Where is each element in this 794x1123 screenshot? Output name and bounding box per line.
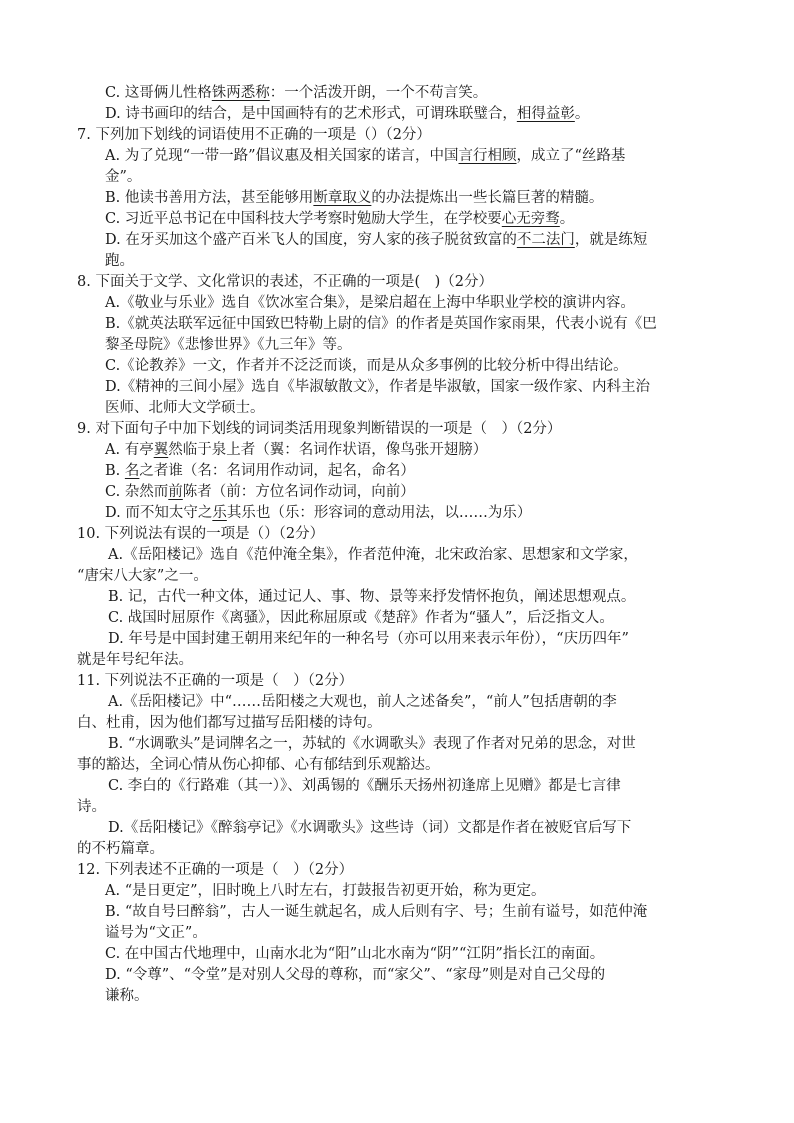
text-line xyxy=(105,146,625,166)
text-segment: D. 年号是中国封建王朝用来纪年的一种名号（亦可以用来表示年份），“庆历四年” xyxy=(108,631,629,647)
text-line xyxy=(108,608,614,628)
text-segment: 事的豁达，全词心情从伤心抑郁、心有郁结到乐观豁达。 xyxy=(77,757,440,773)
text-line xyxy=(105,377,650,397)
text-line xyxy=(105,986,149,1006)
text-segment: D.《岳阳楼记》《醉翁亭记》《水调歌头》这些诗（词）文都是作者在被贬官后写下 xyxy=(108,820,632,836)
text-line xyxy=(108,692,617,712)
text-line xyxy=(77,797,106,817)
underlined-term: 心无旁骛 xyxy=(501,211,560,227)
text-line xyxy=(105,944,604,964)
text-segment: C. 杂然而 xyxy=(105,484,169,500)
text-segment: 9. 对下面句子中加下划线的词词类活用现象判断错误的一项是（ ）（2分） xyxy=(77,421,562,437)
text-line xyxy=(105,461,415,481)
text-line xyxy=(105,503,531,523)
text-segment: C.《论教养》一文，作者并不泛泛而谈，而是从众多事例的比较分析中得出结论。 xyxy=(105,358,628,374)
text-segment: A.《岳阳楼记》选自《范仲淹全集》，作者范仲淹，北宋政治家、思想家和文学家， xyxy=(108,547,638,563)
text-segment: ，成立了“丝路基 xyxy=(516,148,626,164)
text-segment: 医师、北师大文学硕士。 xyxy=(105,400,265,416)
text-line xyxy=(108,818,631,838)
text-line xyxy=(105,293,635,313)
text-segment: A. “是日更定”，旧时晚上八时左右，打鼓报告初更开始，称为更定。 xyxy=(105,883,546,899)
text-segment: B. “水调歌头”是词牌名之一，苏轼的《水调歌头》表现了作者对兄弟的思念，对世 xyxy=(108,736,636,752)
text-line xyxy=(105,398,265,418)
text-line xyxy=(108,629,629,649)
text-line xyxy=(105,209,574,229)
text-segment: A. 有亭 xyxy=(105,442,154,458)
text-segment: B.《就英法联军远征中国致巴特勒上尉的信》的作者是英国作家雨果，代表小说有《巴 xyxy=(105,316,657,332)
text-line xyxy=(105,230,647,250)
text-segment: 谥号为“文正”。 xyxy=(105,925,207,941)
text-segment: 的不朽篇章。 xyxy=(77,841,164,857)
text-segment: D. 而不知太守之 xyxy=(105,505,213,521)
text-segment: “唐宋八大家”之一。 xyxy=(77,568,208,584)
text-segment: 之者谁（名：名词用作动词，起名，命名） xyxy=(139,463,415,479)
text-segment: 就是年号纪年法。 xyxy=(77,652,193,668)
text-line xyxy=(77,566,208,586)
text-line xyxy=(77,713,382,733)
text-segment: B. 他读书善用方法，甚至能够用 xyxy=(105,190,314,206)
text-line xyxy=(77,839,164,859)
text-segment: D. 诗书画印的结合，是中国画特有的艺术形式，可谓珠联璧合， xyxy=(105,106,517,122)
text-segment: 陈者（前：方位名词作动词，向前） xyxy=(182,484,415,500)
text-line xyxy=(105,482,415,502)
text-segment: 跑。 xyxy=(105,253,134,269)
text-line xyxy=(77,671,353,691)
text-line xyxy=(77,125,431,145)
text-line xyxy=(77,272,493,292)
underlined-term: 相得益彰 xyxy=(516,106,575,122)
text-segment: A. 为了兑现“一带一路”倡议惠及相关国家的诺言，中国 xyxy=(105,148,459,164)
text-line xyxy=(105,251,134,271)
underlined-term: 翼 xyxy=(153,442,169,458)
text-line xyxy=(105,923,207,943)
text-segment: D. 在牙买加这个盛产百米飞人的国度，穷人家的孩子脱贫致富的 xyxy=(105,232,517,248)
text-line xyxy=(105,83,487,103)
text-line xyxy=(108,734,636,754)
text-segment: 诗。 xyxy=(77,799,106,815)
text-segment: D.《精神的三间小屋》选自《毕淑敏散文》，作者是毕淑敏，国家一级作家、内科主治 xyxy=(105,379,650,395)
underlined-term: 言行相顾 xyxy=(458,148,517,164)
text-segment: C. 这哥俩儿性格 xyxy=(105,85,212,101)
text-segment: 金”。 xyxy=(105,169,142,185)
text-line xyxy=(108,776,621,796)
underlined-term: 断章取义 xyxy=(313,190,372,206)
text-line xyxy=(105,965,605,985)
text-segment: 谦称。 xyxy=(105,988,149,1004)
text-segment: 8. 下面关于文学、文化常识的表述，不正确的一项是( )（2分） xyxy=(77,274,493,290)
text-segment: 黎圣母院》《悲惨世界》《九三年》等。 xyxy=(105,337,352,353)
text-segment: 然临于泉上者（翼：名词作状语，像鸟张开翅膀） xyxy=(168,442,488,458)
text-line xyxy=(77,860,353,880)
text-segment: C. 战国时屈原作《离骚》，因此称屈原或《楚辞》作者为“骚人”，后泛指文人。 xyxy=(108,610,614,626)
text-segment: ：一个活泼开朗，一个不苟言笑。 xyxy=(269,85,488,101)
text-line xyxy=(105,440,487,460)
text-segment: C. 习近平总书记在中国科技大学考察时勉励大学生，在学校要 xyxy=(105,211,502,227)
text-segment: A.《敬业与乐业》选自《饮冰室合集》，是梁启超在上海中华职业学校的演讲内容。 xyxy=(105,295,635,311)
text-segment: 10. 下列说法有误的一项是（）（2分） xyxy=(77,526,325,542)
underlined-term: 名 xyxy=(124,463,140,479)
text-line xyxy=(77,524,324,544)
text-segment: D. “令尊”、“令堂”是对别人父母的尊称，而“家父”、“家母”则是对自己父母的 xyxy=(105,967,606,983)
text-line xyxy=(105,902,647,922)
text-line xyxy=(105,356,628,376)
text-segment: B. 记，古代一种文体，通过记人、事、物、景等来抒发情怀抱负，阐述思想观点。 xyxy=(108,589,636,605)
text-segment: A.《岳阳楼记》中“……岳阳楼之大观也，前人之述备矣”，“前人”包括唐朝的李 xyxy=(108,694,617,710)
text-line xyxy=(105,104,589,124)
text-line xyxy=(105,167,141,187)
text-segment: 。 xyxy=(559,211,575,227)
text-segment: 其乐也（乐：形容词的意动用法，以……为乐） xyxy=(226,505,532,521)
text-line xyxy=(77,755,440,775)
text-segment: 白、杜甫，因为他们都写过描写岳阳楼的诗句。 xyxy=(77,715,382,731)
underlined-term: 铢两悉称 xyxy=(211,85,270,101)
text-line xyxy=(77,419,561,439)
text-line xyxy=(105,335,352,355)
text-line xyxy=(105,314,657,334)
underlined-term: 前 xyxy=(168,484,183,500)
text-segment: B. xyxy=(105,463,125,479)
text-segment: 的办法提炼出一些长篇巨著的精髓。 xyxy=(371,190,604,206)
text-line xyxy=(105,881,546,901)
text-segment: 7. 下列加下划线的词语使用不正确的一项是（）（2分） xyxy=(77,127,431,143)
underlined-term: 乐 xyxy=(212,505,227,521)
text-segment: B. “故自号曰醉翁”，古人一诞生就起名，成人后则有字、号；生前有谥号，如范仲淹 xyxy=(105,904,648,920)
text-segment: C. 在中国古代地理中，山南水北为“阳”山北水南为“阴”“江阴”指长江的南面。 xyxy=(105,946,605,962)
text-line xyxy=(108,587,635,607)
text-line xyxy=(105,188,603,208)
text-segment: 。 xyxy=(574,106,590,122)
text-segment: 11. 下列说法不正确的一项是（ ）（2分） xyxy=(77,673,354,689)
text-segment: 12. 下列表述不正确的一项是（ ）（2分） xyxy=(77,862,354,878)
text-line xyxy=(108,545,638,565)
text-segment: C. 李白的《行路难（其一）》、刘禹锡的《酬乐天扬州初逢席上见赠》都是七言律 xyxy=(108,778,621,794)
underlined-term: 不二法门 xyxy=(516,232,575,248)
text-segment: ，就是练短 xyxy=(574,232,648,248)
text-line xyxy=(77,650,193,670)
